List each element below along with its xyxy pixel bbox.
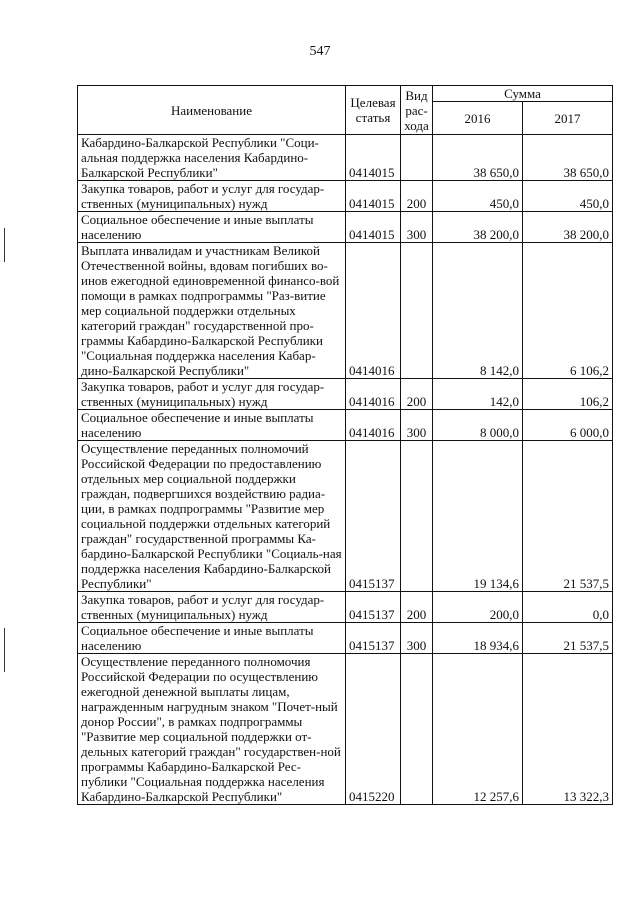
row-code: 0414016 xyxy=(346,379,401,410)
row-value-2016: 38 650,0 xyxy=(433,135,523,181)
row-value-2016: 200,0 xyxy=(433,592,523,623)
row-name: Осуществление переданного полномочия Российской Федерации по осуществлению ежегодной денежной выплаты лицам, награжденным нагрудным знаком "Почет-ный донор России", в рамках подпрограммы "Развитие мер социальной поддержки от-дельных категорий граждан" государствен-ной программы Кабардино-Балкарской Рес-публики "Социальная поддержка населения Кабардино-Балкарской Республики" xyxy=(78,654,346,805)
row-name: Осуществление переданных полномочий Российской Федерации по предоставлению отдельных мер социальной поддержки граждан, подвергшихся воздействию радиа-ции, в рамках подпрограммы "Развитие мер социальной поддержки отдельных категорий граждан" государственной программы Ка-бардино-Балкарской Республики "Социаль-ная поддержка населения Кабардино-Балкарской Республики" xyxy=(78,441,346,592)
row-code: 0414015 xyxy=(346,135,401,181)
row-kind: 200 xyxy=(401,181,433,212)
row-name: Социальное обеспечение и иные выплаты населению xyxy=(78,410,346,441)
header-sum: Сумма xyxy=(433,86,613,102)
row-kind: 300 xyxy=(401,410,433,441)
table-row xyxy=(78,243,613,379)
row-value-2016: 8 000,0 xyxy=(433,410,523,441)
row-value-2017: 13 322,3 xyxy=(523,654,613,805)
row-kind xyxy=(401,135,433,181)
row-name: Закупка товаров, работ и услуг для государ-ственных (муниципальных) нужд xyxy=(78,181,346,212)
row-value-2016: 8 142,0 xyxy=(433,243,523,379)
row-code: 0414016 xyxy=(346,243,401,379)
row-name: Закупка товаров, работ и услуг для государ-ственных (муниципальных) нужд xyxy=(78,379,346,410)
row-kind: 200 xyxy=(401,379,433,410)
row-value-2017: 21 537,5 xyxy=(523,623,613,654)
row-code: 0414015 xyxy=(346,212,401,243)
row-code: 0415137 xyxy=(346,441,401,592)
row-value-2016: 38 200,0 xyxy=(433,212,523,243)
row-kind: 200 xyxy=(401,592,433,623)
row-kind xyxy=(401,654,433,805)
row-value-2016: 19 134,6 xyxy=(433,441,523,592)
table-row xyxy=(78,623,613,654)
page-number: 547 xyxy=(309,44,331,59)
table-row xyxy=(78,410,613,441)
row-code: 0414015 xyxy=(346,181,401,212)
row-value-2017: 38 200,0 xyxy=(523,212,613,243)
row-value-2016: 142,0 xyxy=(433,379,523,410)
row-value-2017: 21 537,5 xyxy=(523,441,613,592)
row-value-2016: 450,0 xyxy=(433,181,523,212)
row-name: Закупка товаров, работ и услуг для государ-ственных (муниципальных) нужд xyxy=(78,592,346,623)
row-name: Выплата инвалидам и участникам Великой Отечественной войны, вдовам погибших во-инов ежегодной единовременной финансо-вой помощи в рамках подпрограммы "Раз-витие мер социальной поддержки отдельных категорий граждан" государственной про-граммы Кабардино-Балкарской Республики "Социальная поддержка населения Кабар-дино-Балкарской Республики" xyxy=(78,243,346,379)
row-name: Кабардино-Балкарской Республики "Соци-альная поддержка населения Кабардино-Балкарской Республики" xyxy=(78,135,346,181)
row-kind: 300 xyxy=(401,212,433,243)
margin-mark-top xyxy=(4,228,5,262)
table-row xyxy=(78,135,613,181)
row-name: Социальное обеспечение и иные выплаты населению xyxy=(78,212,346,243)
table-row xyxy=(78,181,613,212)
row-value-2017: 106,2 xyxy=(523,379,613,410)
table-row xyxy=(78,654,613,805)
row-code: 0414016 xyxy=(346,410,401,441)
table-row xyxy=(78,592,613,623)
header-expense-type: Вид рас-хода xyxy=(401,86,433,135)
row-code: 0415220 xyxy=(346,654,401,805)
budget-table xyxy=(77,85,613,805)
table-row xyxy=(78,441,613,592)
row-value-2017: 38 650,0 xyxy=(523,135,613,181)
row-kind: 300 xyxy=(401,623,433,654)
row-kind xyxy=(401,441,433,592)
row-value-2017: 6 000,0 xyxy=(523,410,613,441)
row-name: Социальное обеспечение и иные выплаты населению xyxy=(78,623,346,654)
row-code: 0415137 xyxy=(346,623,401,654)
header-year-2017: 2017 xyxy=(523,102,613,135)
header-target-article: Целевая статья xyxy=(346,86,401,135)
row-value-2017: 0,0 xyxy=(523,592,613,623)
row-value-2016: 18 934,6 xyxy=(433,623,523,654)
row-value-2017: 450,0 xyxy=(523,181,613,212)
row-value-2017: 6 106,2 xyxy=(523,243,613,379)
table-row xyxy=(78,379,613,410)
row-value-2016: 12 257,6 xyxy=(433,654,523,805)
row-kind xyxy=(401,243,433,379)
margin-mark-bottom xyxy=(4,628,5,672)
header-name: Наименование xyxy=(78,86,346,135)
header-year-2016: 2016 xyxy=(433,102,523,135)
row-code: 0415137 xyxy=(346,592,401,623)
table-row xyxy=(78,212,613,243)
